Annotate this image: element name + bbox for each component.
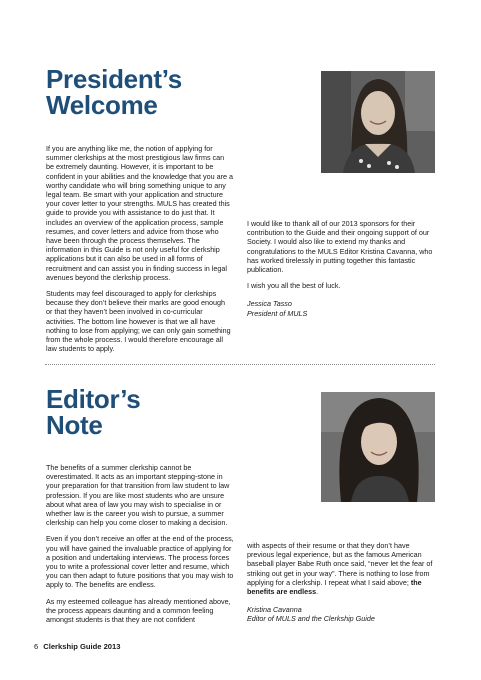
president-signature xyxy=(247,299,435,317)
editor-photo xyxy=(321,392,435,502)
signature-role: Editor of MULS and the Clerkship Guide xyxy=(247,614,375,624)
page-number: 6 xyxy=(34,642,39,651)
paragraph: Even if you don’t receive an offer at the end of the process, you will have gained the invaluable practice of applying for a position and undertaking interviews. The process forces you to write a professional cover letter and resume, which you can then adapt to future positions that you may wish to apply to. The benefits are endless. xyxy=(46,534,234,590)
editors-note-title xyxy=(46,386,140,438)
publication-name: Clerkship Guide 2013 xyxy=(43,642,121,651)
signature-role: President of MULS xyxy=(247,308,308,318)
editor-right-column xyxy=(247,541,435,631)
president-right-column xyxy=(247,219,435,325)
paragraph-end: . xyxy=(316,587,319,597)
section-divider xyxy=(45,364,435,365)
bold-phrase: the benefits are endless xyxy=(247,577,422,597)
paragraph: If you are anything like me, the notion of applying for summer clerkships at the most prestigious law firms can be extremely daunting. However, it is important to be confident in your abilities and the knowledge that you are a worthy candidate who will bring something unique to any legal team. Be smart with your application and structure your cover letter to your strengths. MULS has created this guide to provide you with assistance to do just that. It includes an overview of the application process, sample resumes, and cover letters and advice from those who have been through the process themselves. The information in this Guide is not only useful for clerkship applications but it can also be used in all forms of recruitment and can assist you in finding success in legal avenues beyond the clerkship process. xyxy=(46,144,233,282)
editor-left-column xyxy=(46,463,234,631)
signature-name: Jessica Tasso xyxy=(247,299,292,309)
president-photo xyxy=(321,71,435,173)
paragraph: The benefits of a summer clerkship cannot be overestimated. It acts as an important stepping-stone in your preparation for that transition from law student to law profession. If you are like most students who are unsure about what area of law you may wish to specialise in or whether law is the career you wish to pursue, a summer clerkship can help you come closer to making a decision. xyxy=(46,463,230,528)
title-line-1: Editor’s xyxy=(46,384,141,414)
paragraph: Students may feel discouraged to apply for clerkships because they don’t believe their marks are good enough or that they haven’t been involved in co-curricular activities. The bottom line however is that we all have nothing to lose from applying; we can only gain something from the whole process. I would therefore encourage all law students to apply. xyxy=(46,289,231,354)
title-line-2: Welcome xyxy=(46,90,158,120)
signature-name: Kristina Cavanna xyxy=(247,605,302,615)
presidents-welcome-title xyxy=(46,66,182,118)
paragraph xyxy=(247,541,435,596)
editor-signature xyxy=(247,605,435,623)
title-line-1: President’s xyxy=(46,64,182,94)
paragraph: I wish you all the best of luck. xyxy=(247,281,341,291)
paragraph-text: with aspects of their resume or that they don’t have previous legal experience, but as the famous American baseball player Babe Ruth once said, “never let the fear of striking out get in your way”. There is nothing to lose from applying for a clerkship. I repeat what I said above; xyxy=(247,541,433,587)
paragraph: As my esteemed colleague has already mentioned above, the process appears daunting and a common feeling amongst students is that they are not confident xyxy=(46,596,231,625)
president-left-column xyxy=(46,144,233,360)
title-line-2: Note xyxy=(46,410,103,440)
page-footer xyxy=(34,642,120,651)
paragraph: I would like to thank all of our 2013 sponsors for their contribution to the Guide and their ongoing support of our Society. I would also like to extend my thanks and congratulations to the MULS Editor Kristina Cavanna, who has worked tirelessly in putting together this fantastic publication. xyxy=(247,219,433,275)
